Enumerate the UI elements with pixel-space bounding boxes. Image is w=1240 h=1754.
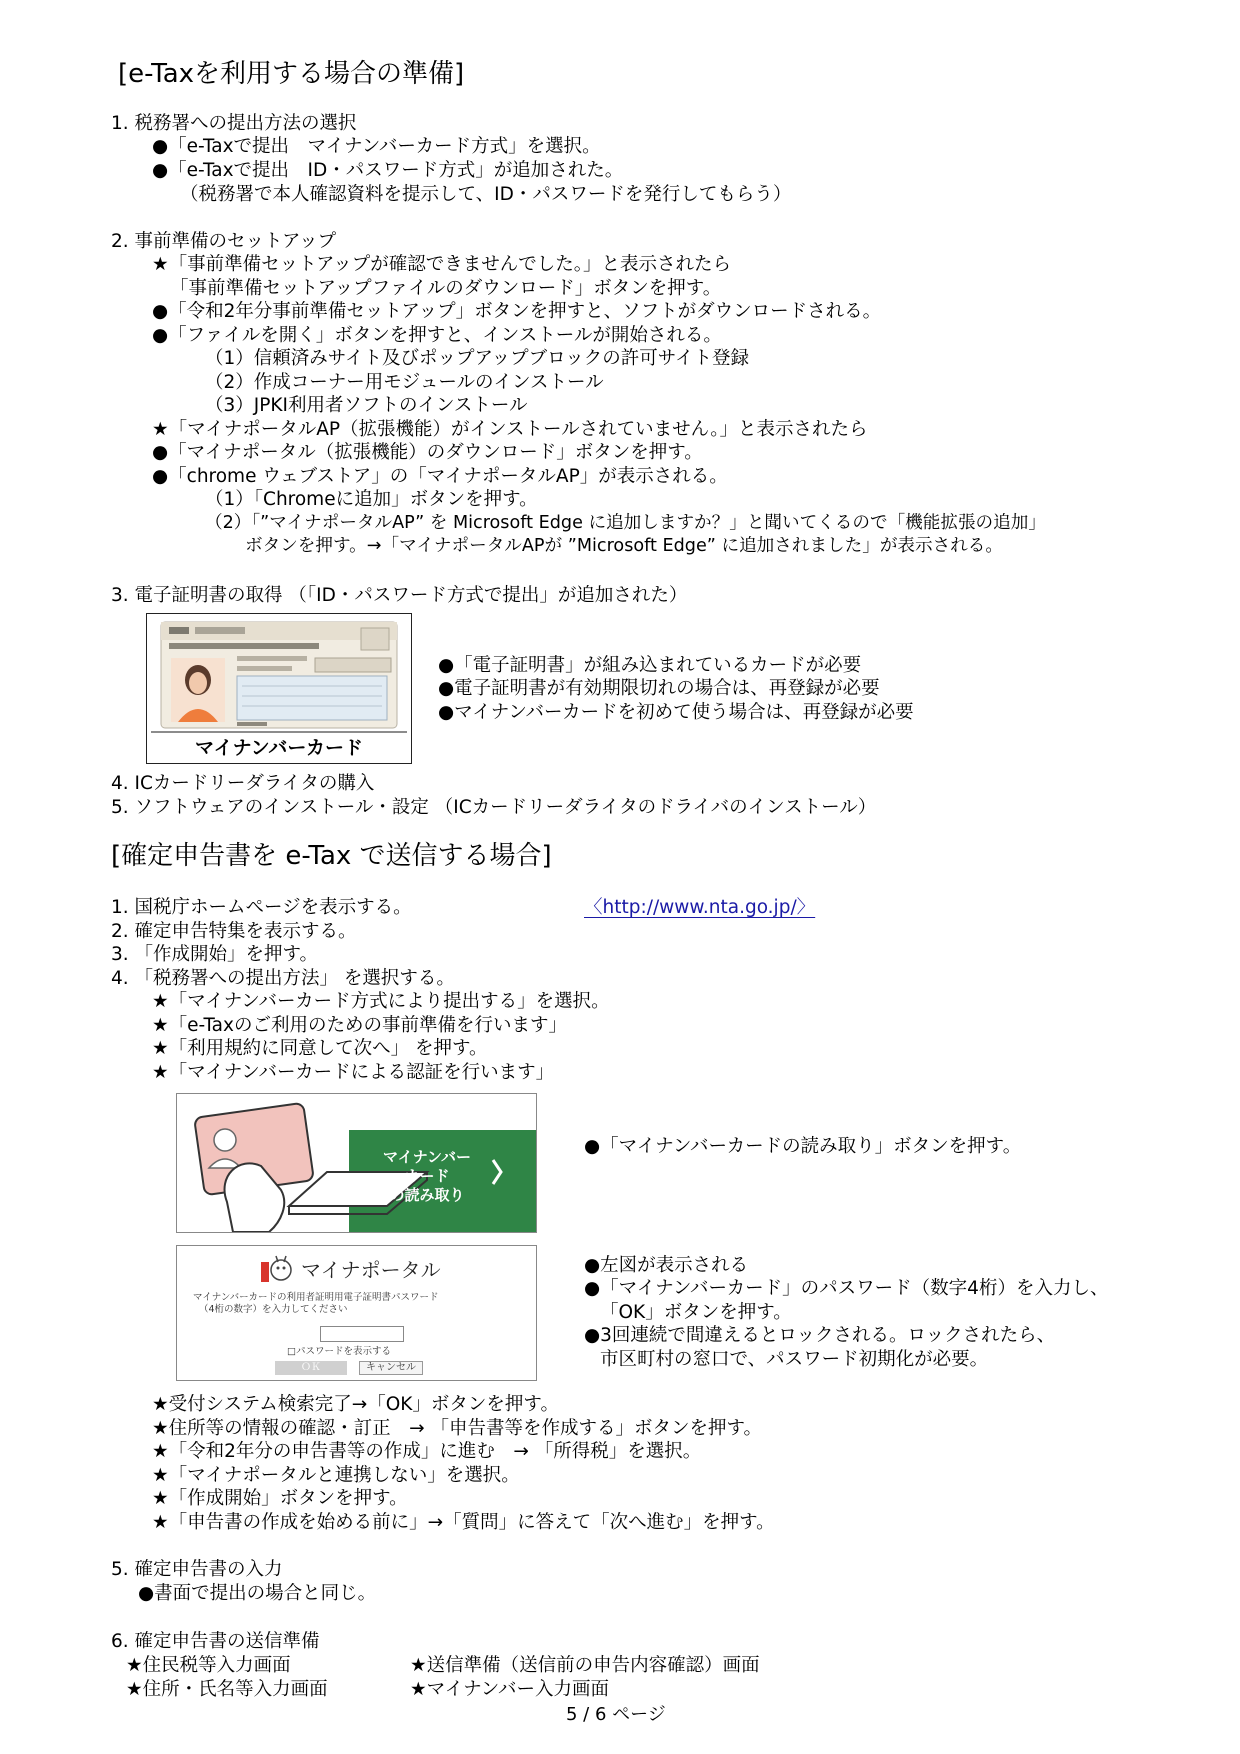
step-2-line-3: ●「令和2年分事前準備セットアップ」ボタンを押すと、ソフトがダウンロードされる。 bbox=[152, 301, 882, 322]
step-2-line-5: （1）信頼済みサイト及びポップアップブロックの許可サイト登録 bbox=[205, 348, 750, 369]
step-2-line-11: （1）「Chromeに追加」ボタンを押す。 bbox=[205, 489, 538, 510]
send-step-6-a: ★住民税等入力画面 bbox=[126, 1655, 291, 1676]
send-step-4-b: ★「e-Taxのご利用のための事前準備を行います」 bbox=[152, 1015, 567, 1036]
send-sub-3: ★「令和2年分の申告書等の作成」に進む → 「所得税」を選択。 bbox=[152, 1441, 702, 1462]
mynaportal-dialog-image bbox=[176, 1245, 537, 1381]
step-5-heading: 5. ソフトウェアのインストール・設定 （ICカードリーダライタのドライバのインストール） bbox=[111, 797, 877, 818]
mynaportal-logo-text: マイナポータル bbox=[301, 1258, 441, 1282]
step-2-line-6: （2）作成コーナー用モジュールのインストール bbox=[205, 372, 604, 393]
step-3-bullet-3: ●マイナンバーカードを初めて使う場合は、再登録が必要 bbox=[438, 702, 914, 723]
send-sub-2: ★住所等の情報の確認・訂正 → 「申告書等を作成する」ボタンを押す。 bbox=[152, 1418, 762, 1439]
send-step-6-c: ★住所・氏名等入力画面 bbox=[126, 1679, 328, 1700]
step-1-heading: 1. 税務署への提出方法の選択 bbox=[111, 113, 357, 134]
show-password-checkbox[interactable]: □パスワードを表示する bbox=[287, 1346, 391, 1357]
dialog-description-2: （4桁の数字）を入力してください bbox=[199, 1304, 348, 1315]
dialog-note-2: ●「マイナンバーカード」のパスワード（数字4桁）を入力し、 bbox=[584, 1278, 1109, 1299]
send-step-5: 5. 確定申告書の入力 bbox=[111, 1559, 283, 1580]
mynaportal-logo-icon bbox=[259, 1252, 295, 1284]
send-step-3: 3. 「作成開始」を押す。 bbox=[111, 944, 319, 965]
dialog-note-5: 市区町村の窓口で、パスワード初期化が必要。 bbox=[600, 1349, 989, 1370]
dialog-note-4: ●3回連続で間違えるとロックされる。ロックされたら、 bbox=[584, 1325, 1056, 1346]
password-input[interactable] bbox=[320, 1326, 404, 1342]
step-2-line-8: ★「マイナポータルAP（拡張機能）がインストールされていません。」と表示されたら bbox=[152, 419, 868, 440]
card-caption: マイナンバーカード bbox=[195, 737, 363, 759]
step-2-line-1: ★「事前準備セットアップが確認できませんでした。」と表示されたら bbox=[152, 254, 731, 275]
step-3-bullet-1: ●「電子証明書」が組み込まれているカードが必要 bbox=[438, 655, 862, 676]
send-sub-5: ★「作成開始」ボタンを押す。 bbox=[152, 1488, 408, 1509]
mynumber-card-image bbox=[146, 613, 412, 764]
step-2-line-7: （3）JPKI利用者ソフトのインストール bbox=[205, 395, 528, 416]
step-2-line-4: ●「ファイルを開く」ボタンを押すと、インストールが開始される。 bbox=[152, 325, 722, 346]
card-reader-image bbox=[176, 1093, 537, 1233]
ok-button[interactable]: ＯＫ bbox=[275, 1361, 347, 1375]
dialog-note-3: 「OK」ボタンを押す。 bbox=[600, 1302, 792, 1323]
send-step-4-a: ★「マイナンバーカード方式により提出する」を選択。 bbox=[152, 991, 610, 1012]
send-step-6-d: ★マイナンバー入力画面 bbox=[410, 1679, 609, 1700]
card-reader-button-label: マイナンバー カード の読み取り bbox=[383, 1148, 471, 1204]
send-step-4-c: ★「利用規約に同意して次へ」 を押す。 bbox=[152, 1038, 488, 1059]
step-2-line-2: 「事前準備セットアップファイルのダウンロード」ボタンを押す。 bbox=[170, 278, 722, 299]
step-1-note: （税務署で本人確認資料を提示して、ID・パスワードを発行してもらう） bbox=[180, 184, 792, 205]
send-step-5-a: ●書面で提出の場合と同じ。 bbox=[138, 1583, 377, 1604]
dialog-note-1: ●左図が表示される bbox=[584, 1255, 749, 1276]
send-step-6: 6. 確定申告書の送信準備 bbox=[111, 1631, 320, 1652]
step-2-line-9: ●「マイナポータル（拡張機能）のダウンロード」ボタンを押す。 bbox=[152, 442, 703, 463]
send-sub-1: ★受付システム検索完了→「OK」ボタンを押す。 bbox=[152, 1394, 559, 1415]
dialog-description-1: マイナンバーカードの利用者証明用電子証明書パスワード bbox=[193, 1292, 439, 1303]
step-1-bullet-a: ●「e-Taxで提出 マイナンバーカード方式」を選択。 bbox=[152, 136, 601, 157]
section-title-etax-prep: [e-Taxを利用する場合の準備] bbox=[118, 59, 465, 89]
cancel-button[interactable]: キャンセル bbox=[359, 1361, 423, 1375]
step-3-bullet-2: ●電子証明書が有効期限切れの場合は、再登録が必要 bbox=[438, 678, 880, 699]
step-4-heading: 4. ICカードリーダライタの購入 bbox=[111, 773, 375, 794]
nta-homepage-link[interactable]: 〈http://www.nta.go.jp/〉 bbox=[584, 897, 816, 918]
step-2-line-10: ●「chrome ウェブストア」の「マイナポータルAP」が表示される。 bbox=[152, 466, 728, 487]
card-reader-graphic bbox=[177, 1094, 536, 1232]
send-sub-4: ★「マイナポータルと連携しない」を選択。 bbox=[152, 1465, 520, 1486]
step-3-heading: 3. 電子証明書の取得 （「ID・パスワード方式で提出」が追加された） bbox=[111, 585, 688, 606]
send-step-2: 2. 確定申告特集を表示する。 bbox=[111, 921, 357, 942]
section-title-etax-send: [確定申告書を e-Tax で送信する場合] bbox=[111, 841, 552, 871]
send-sub-6: ★「申告書の作成を始める前に」→「質問」に答えて「次へ進む」を押す。 bbox=[152, 1512, 775, 1533]
send-step-6-b: ★送信準備（送信前の申告内容確認）画面 bbox=[410, 1655, 760, 1676]
step-1-bullet-b: ●「e-Taxで提出 ID・パスワード方式」が追加された。 bbox=[152, 160, 624, 181]
step-2-line-13: ボタンを押す。→「マイナポータルAPが ”Microsoft Edge” に追加されました」が表示される。 bbox=[245, 536, 1003, 556]
send-step-4-d: ★「マイナンバーカードによる認証を行います」 bbox=[152, 1062, 555, 1083]
send-step-4: 4. 「税務署への提出方法」 を選択する。 bbox=[111, 968, 455, 989]
step-2-heading: 2. 事前準備のセットアップ bbox=[111, 231, 337, 252]
page-number: 5 / 6 ページ bbox=[566, 1704, 666, 1725]
step-2-line-12: （2）「”マイナポータルAP” を Microsoft Edge に追加しますか？」と聞いてくるので「機能拡張の追加」 bbox=[205, 513, 1046, 533]
card-reader-note: ●「マイナンバーカードの読み取り」ボタンを押す。 bbox=[584, 1136, 1022, 1157]
send-step-1: 1. 国税庁ホームページを表示する。 bbox=[111, 897, 412, 918]
